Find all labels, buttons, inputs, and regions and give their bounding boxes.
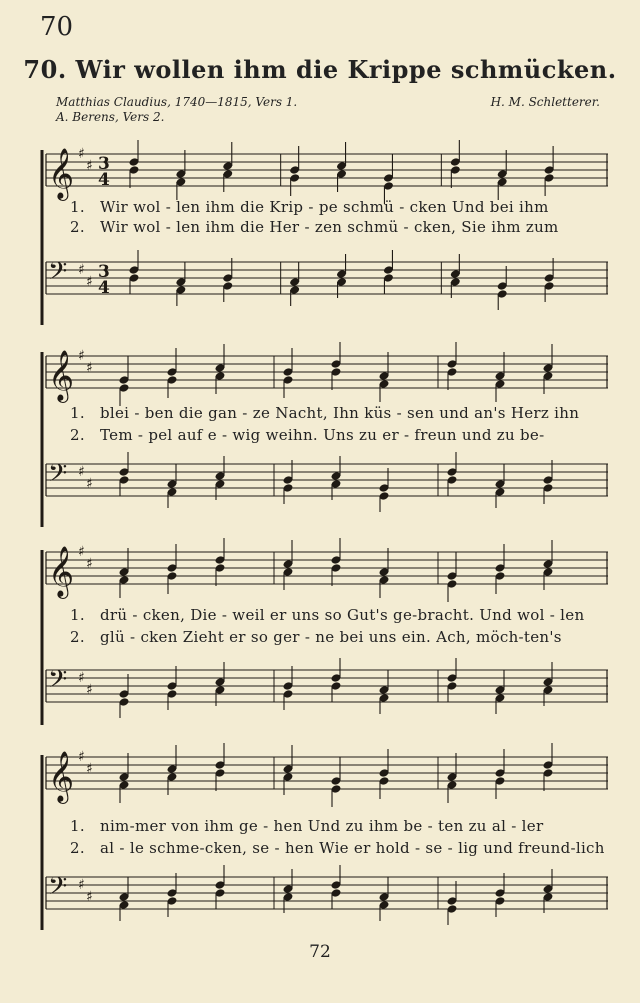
bass-clef-icon: 𝄢: [48, 257, 68, 292]
sharp-icon: ♯: [78, 262, 85, 278]
lyric-text: Wir wol - len ihm die Krip - pe schmü - cken Und bei ihm: [100, 198, 549, 216]
sharp-icon: ♯: [86, 556, 93, 572]
bass-clef-icon: 𝄢: [48, 665, 68, 700]
treble-clef-icon: 𝄞: [48, 350, 75, 401]
lyric-text: blei - ben die gan - ze Nacht, Ihn küs - sen und an's Herz ihn: [100, 404, 580, 422]
page-number: 70: [40, 12, 74, 42]
sharp-icon: ♯: [78, 544, 85, 560]
lyric-line-verse-1: [70, 606, 584, 624]
lyric-text: drü - cken, Die - weil er uns so Gut's ge-bracht. Und wol - len: [100, 606, 585, 624]
sharp-icon: ♯: [86, 476, 93, 492]
page-footer-number: 72: [309, 942, 331, 962]
hymn-number: 70.: [23, 55, 67, 84]
verse-number: 2.: [70, 218, 85, 236]
treble-staff: [40, 743, 612, 813]
sharp-icon: ♯: [86, 274, 93, 290]
treble-clef-icon: 𝄞: [48, 546, 75, 597]
verse-number: 2.: [70, 839, 85, 857]
verse-number: 2.: [70, 426, 85, 444]
hymn-title-line: [0, 55, 640, 84]
lyric-text: nim-mer von ihm ge - hen Und zu ihm be - ten zu al - ler: [100, 817, 544, 835]
text-credit-1: Matthias Claudius, 1740—1815, Vers 1.: [56, 95, 298, 109]
lyric-line-verse-1: [70, 817, 543, 835]
verse-number: 1.: [70, 198, 85, 216]
time-signature-top: 3: [98, 154, 110, 174]
treble-staff: [40, 538, 612, 608]
music-system-4: [40, 735, 612, 925]
time-signature-bottom: 4: [98, 278, 110, 298]
lyric-line-verse-2: [70, 426, 544, 444]
bass-clef-icon: 𝄢: [48, 459, 68, 494]
treble-staff: [40, 342, 612, 412]
system-bracket: [38, 550, 46, 725]
lyric-line-verse-2: [70, 628, 562, 646]
lyric-text: al - le schme-cken, se - hen Wie er hold - se - lig und freund-lich: [100, 839, 605, 857]
system-bracket: [38, 352, 46, 527]
treble-clef-icon: 𝄞: [48, 148, 75, 199]
lyric-text: glü - cken Zieht er so ger - ne bei uns ein. Ach, möch-ten's: [100, 628, 562, 646]
sharp-icon: ♯: [78, 464, 85, 480]
treble-clef-icon: 𝄞: [48, 751, 75, 802]
sharp-icon: ♯: [86, 761, 93, 777]
music-system-2: [40, 332, 612, 522]
system-bracket: [38, 755, 46, 930]
hymn-title: Wir wollen ihm die Krippe schmücken.: [75, 55, 617, 84]
lyric-line-verse-1: [70, 404, 579, 422]
bass-staff: [40, 863, 612, 933]
sharp-icon: ♯: [78, 146, 85, 162]
time-signature-bottom: 4: [98, 170, 110, 190]
sharp-icon: ♯: [78, 348, 85, 364]
music-credit: H. M. Schletterer.: [490, 95, 600, 109]
music-system-3: [40, 530, 612, 720]
lyric-line-verse-2: [70, 839, 605, 857]
verse-number: 1.: [70, 606, 85, 624]
lyric-line-verse-2: [70, 218, 559, 236]
sharp-icon: ♯: [78, 670, 85, 686]
sharp-icon: ♯: [78, 749, 85, 765]
system-bracket: [38, 150, 46, 325]
sharp-icon: ♯: [86, 682, 93, 698]
lyric-text: Wir wol - len ihm die Her - zen schmü - cken, Sie ihm zum: [100, 218, 559, 236]
sharp-icon: ♯: [86, 360, 93, 376]
music-system-1: [40, 130, 612, 320]
text-credit-2: A. Berens, Vers 2.: [56, 110, 165, 124]
sharp-icon: ♯: [78, 877, 85, 893]
lyric-line-verse-1: [70, 198, 549, 216]
bass-staff: [40, 248, 612, 318]
bass-staff: [40, 450, 612, 520]
bass-clef-icon: 𝄢: [48, 872, 68, 907]
time-signature-top: 3: [98, 262, 110, 282]
verse-number: 2.: [70, 628, 85, 646]
verse-number: 1.: [70, 817, 85, 835]
sharp-icon: ♯: [86, 158, 93, 174]
sharp-icon: ♯: [86, 889, 93, 905]
bass-staff: [40, 656, 612, 726]
verse-number: 1.: [70, 404, 85, 422]
lyric-text: Tem - pel auf e - wig weihn. Uns zu er - freun und zu be-: [100, 426, 545, 444]
